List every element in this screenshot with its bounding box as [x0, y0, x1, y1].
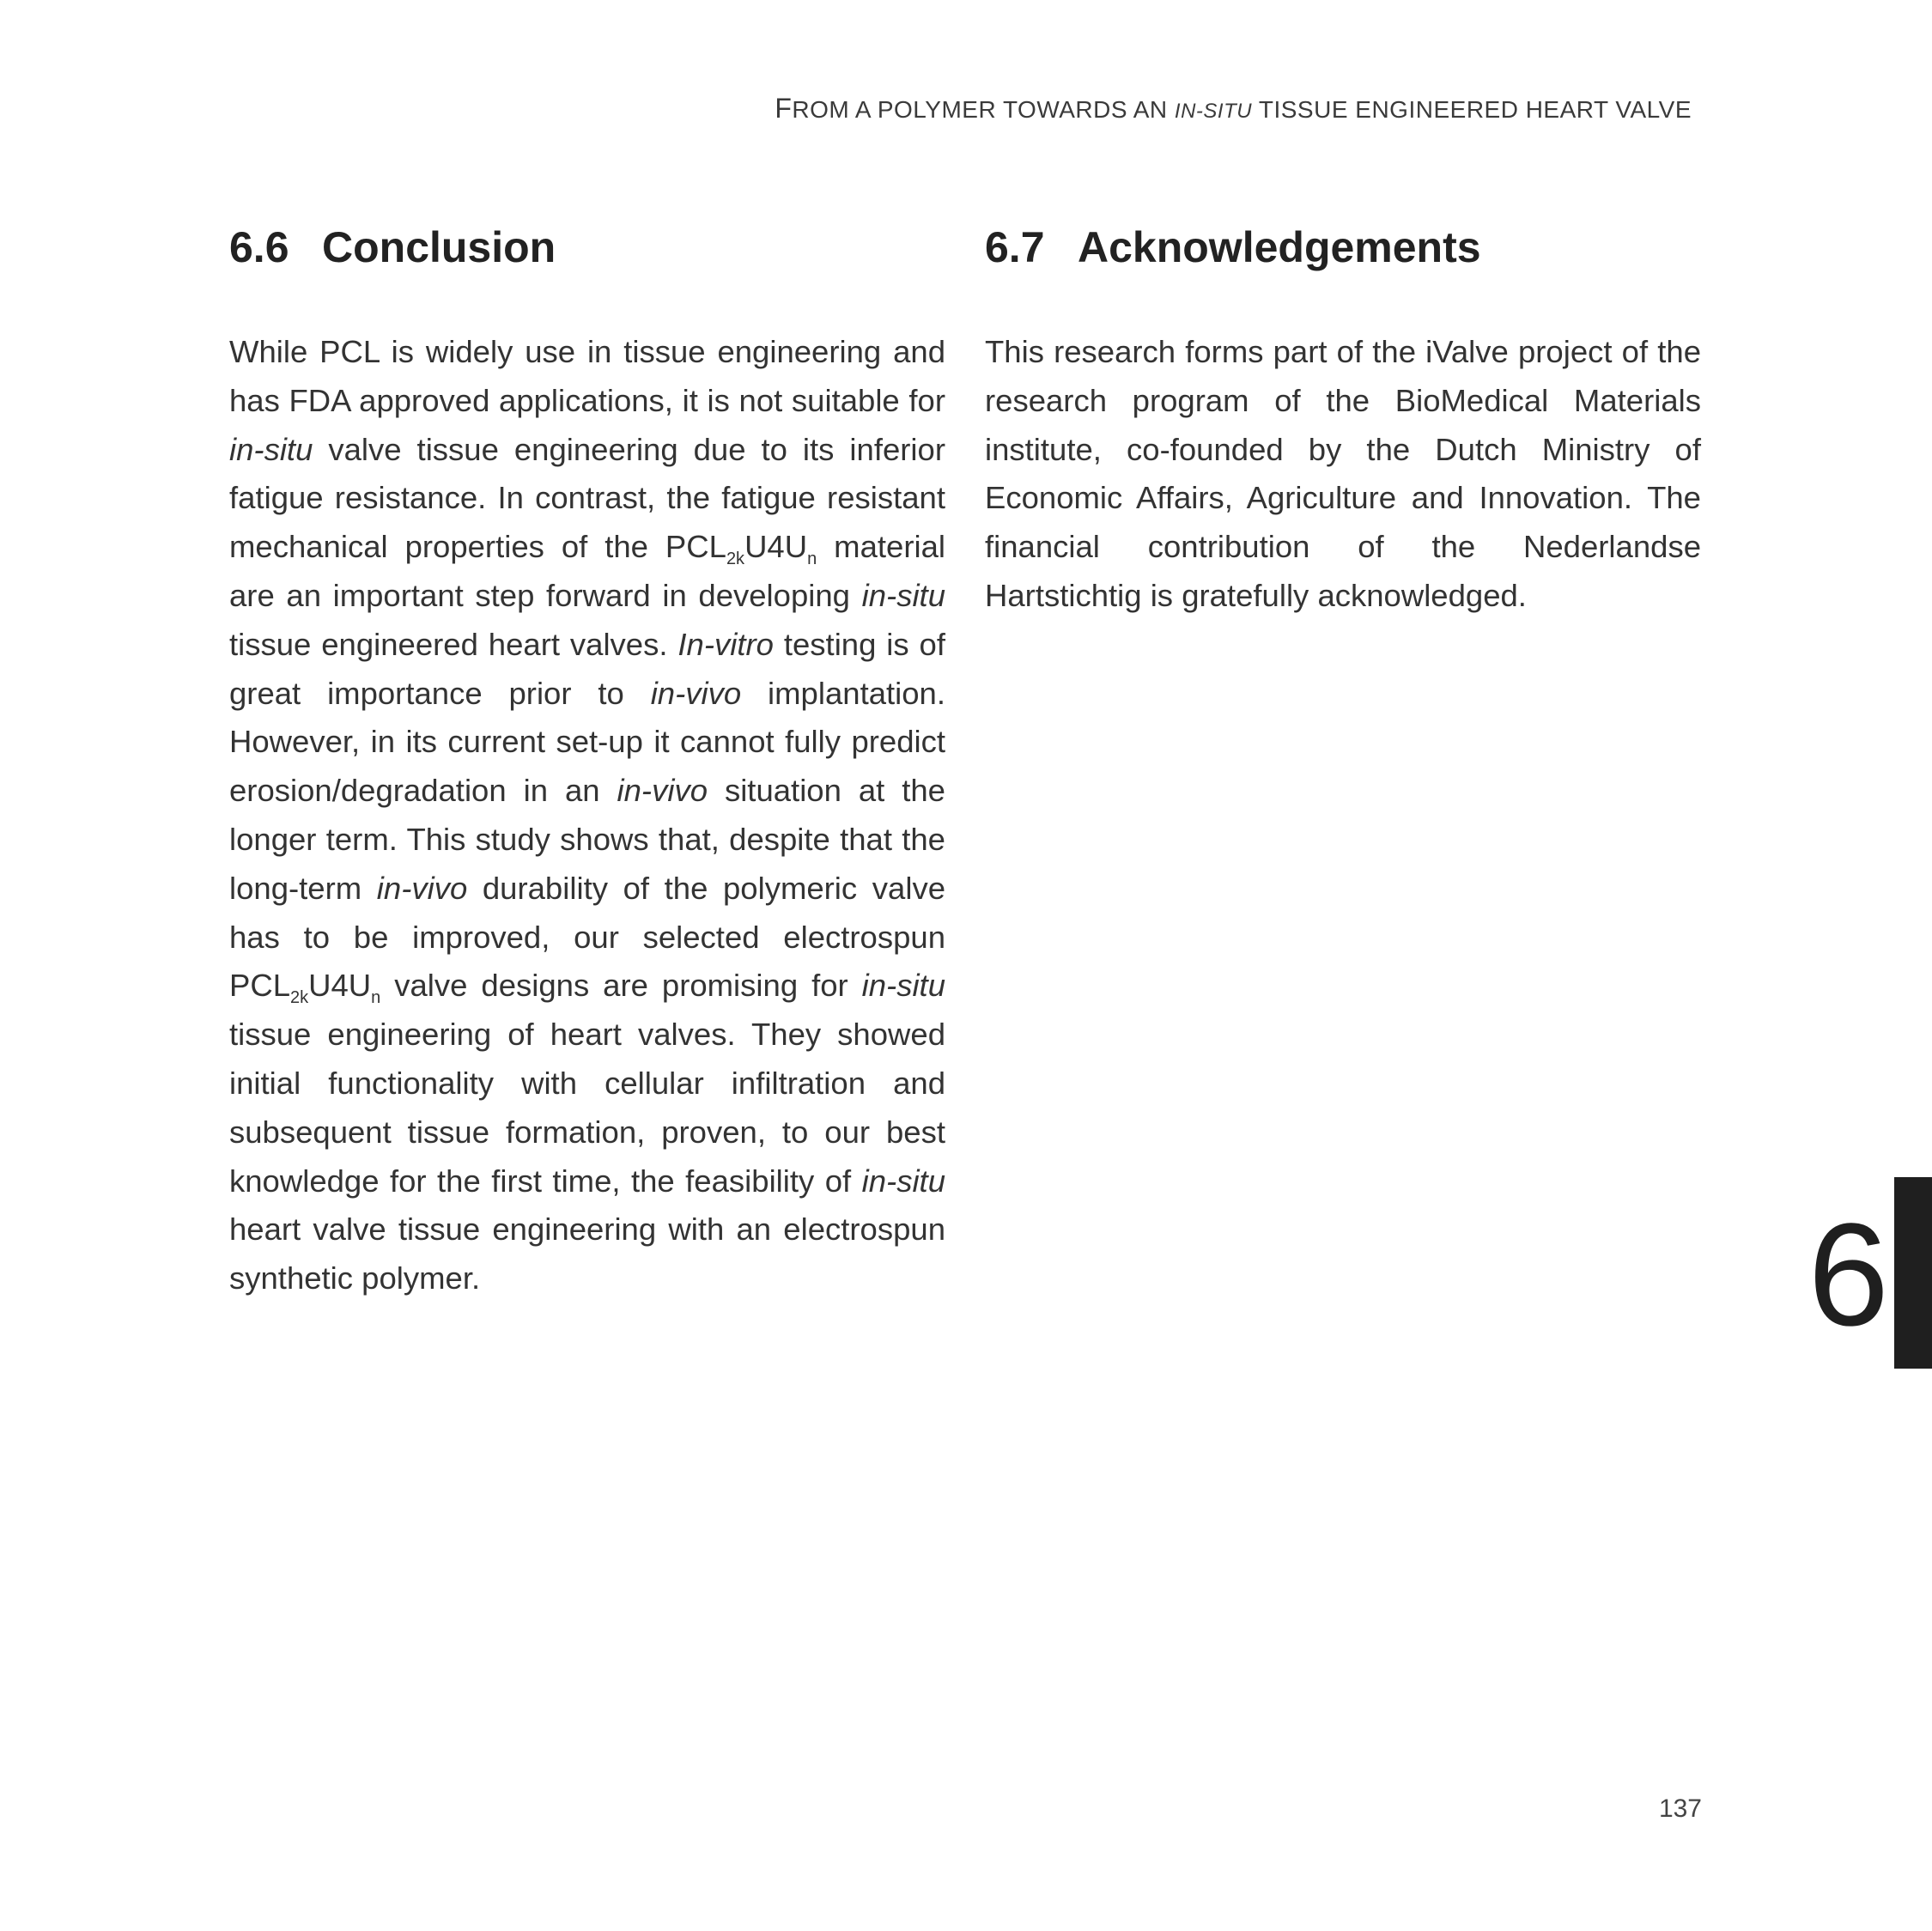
conclusion-paragraph	[229, 328, 945, 1303]
italic-term: in-situ	[861, 968, 945, 1004]
acknowledgements-title: Acknowledgements	[1078, 223, 1481, 271]
text-segment: valve tissue engineering due to its inferior fatigue resistance. In contrast, the fatigue resistant mechanical properties of the PCL	[229, 431, 945, 565]
italic-term: in-situ	[861, 577, 945, 613]
text-segment: valve designs are promising for	[380, 968, 862, 1004]
running-header	[775, 93, 1692, 124]
italic-term: in-vivo	[376, 870, 468, 906]
conclusion-heading	[229, 222, 945, 273]
italic-term: In-vitro	[677, 626, 774, 662]
conclusion-title: Conclusion	[322, 223, 556, 271]
text-segment: implantation. However, in its current set-up it cannot fully predict erosion/degradation in an	[229, 675, 945, 809]
text-segment: material are an important step forward in developing	[229, 529, 945, 613]
acknowledgements-heading	[985, 222, 1701, 273]
italic-term: in-vivo	[650, 675, 742, 711]
conclusion-section-number: 6.6	[229, 223, 289, 271]
acknowledgements-paragraph: This research forms part of the iValve project of the research program of the BioMedical Materials institute, co-founded by the Dutch Ministry of Economic Affairs, Agriculture and Innovation. The financial contribution of the Nederlandse Hartstichtig is gratefully acknowledged.	[985, 334, 1701, 613]
conclusion-section	[229, 222, 945, 1303]
italic-term: in-vivo	[617, 773, 708, 809]
acknowledgements-section	[985, 222, 1701, 621]
text-segment: heart valve tissue engineering with an electrospun synthetic polymer.	[229, 1211, 945, 1296]
text-segment: tissue engineered heart valves.	[229, 626, 678, 662]
chapter-tab-marker	[1894, 1177, 1932, 1369]
italic-term: in-situ	[229, 431, 313, 467]
running-header-italic-term: IN-SITU	[1174, 100, 1253, 123]
running-header-initial: F	[775, 93, 793, 124]
subscript: n	[371, 988, 381, 1008]
italic-term: in-situ	[861, 1163, 945, 1199]
subscript: n	[807, 550, 817, 569]
acknowledgements-section-number: 6.7	[985, 223, 1045, 271]
text-segment: durability of the polymeric valve has to be improved, our selected electrospun PCL	[229, 870, 945, 1004]
page-number: 137	[1658, 1794, 1702, 1823]
subscript: 2k	[726, 550, 745, 569]
chapter-number: 6	[1807, 1193, 1889, 1357]
text-segment: U4U	[308, 968, 372, 1004]
running-header-part2: TISSUE ENGINEERED HEART VALVE	[1258, 96, 1692, 123]
text-segment: testing is of great importance prior to	[229, 626, 946, 711]
text-segment: While PCL is widely use in tissue engineering and has FDA approved applications, it is not suitable for	[229, 334, 945, 418]
running-header-part1: ROM A POLYMER TOWARDS AN	[792, 96, 1168, 123]
text-segment: situation at the longer term. This study shows that, despite that the long-term	[229, 773, 945, 906]
subscript: 2k	[290, 988, 309, 1008]
text-segment: tissue engineering of heart valves. They showed initial functionality with cellular infiltration and subsequent tissue formation, proven, to our best knowledge for the first time, the feasibility of	[229, 1017, 945, 1199]
text-segment: U4U	[744, 529, 808, 565]
